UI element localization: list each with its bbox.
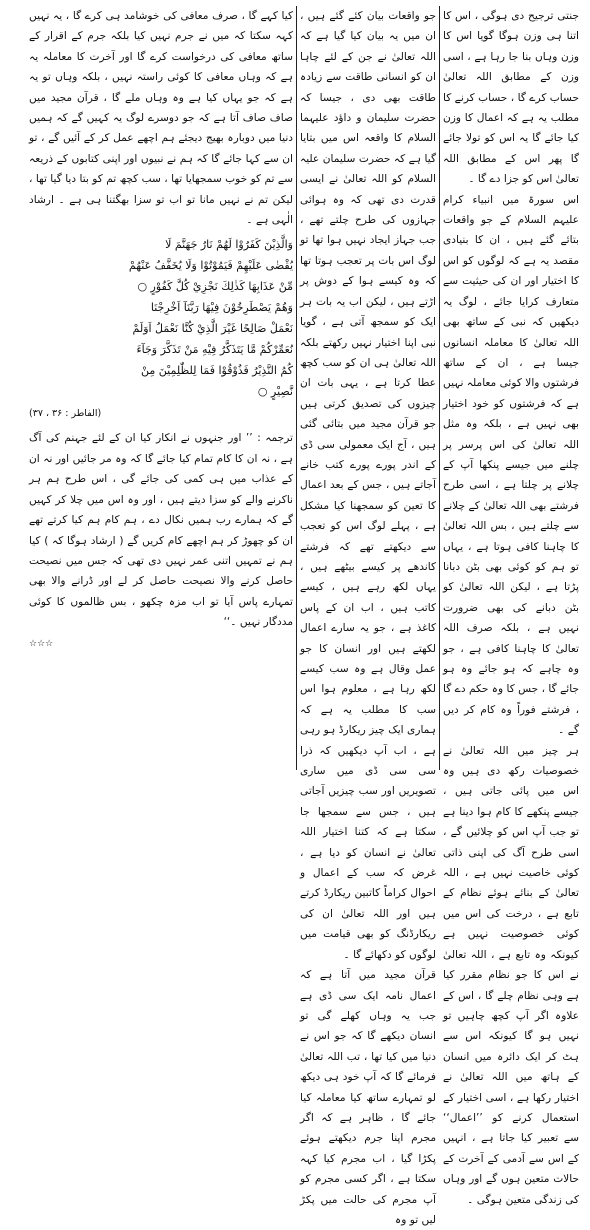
verse-line: نَّصِيْرٍ ○ xyxy=(257,385,293,399)
section-end-marks xyxy=(29,633,293,654)
text-column-right xyxy=(440,6,582,1206)
verse-reference: (الفاطر : ۳۶ ، ۳۷) xyxy=(29,408,102,420)
verse-line: نُعَمِّرْكُمْ مَّا يَتَذَكَّرُ فِيْهِ مَنْ تَذَكَّرَ وَجَآءَ xyxy=(136,343,293,357)
paragraph: اس سورۃ میں انبیاء کرام علیہم السلام کے جو واقعات بتائے گئے ہیں ، ان کا بنیادی مقصد یہ ہے کہ لوگوں کو اس کا اختیار اور ان کی حیثیت سے متعارف کرایا جائے ، لوگ یہ دیکھیں کہ نبی کے ساتھ بھی اللہ تعالیٰ کا معاملہ انسانوں جیسا ہے ، ان کے ساتھ فرشتوں والا کوئی معاملہ نہیں ہے کہ فرشتوں کو خود اختیار بھی نہیں ہے ، بلکہ وہ مثل اللہ تعالیٰ کی اس پرسر پر چلنے میں جیسے پنکھا آپ کے چلانے پر چلتا ہے ، اسی طرح فرشتے بھی اللہ تعالیٰ کے چلانے سے چلتے ہیں ، بس اللہ تعالیٰ کا چاہنا کافی ہوتا ہے ، یہاں تو ہم کو کوئی بھی بٹن دبانا پڑتا ہے ، لیکن اللہ تعالیٰ کو بٹن دبانے کی بھی ضرورت نہیں ہے ، بلکہ صرف اللہ تعالیٰ کا چاہنا کافی ہے ، جو وہ چاہے کہ ہو جائے وہ ہو جائے گا ، جس کا وہ حکم دے گا ، فرشتے فوراً وہ کام کر دیں گے ۔ xyxy=(443,193,579,737)
text-column-left xyxy=(26,6,296,770)
verse-line: وَالَّذِيْنَ كَفَرُوْا لَهُمْ نَارُ جَهَنَّمَ لَا xyxy=(165,238,293,252)
verse-line: كُمُ النَّذِيْرُ فَذُوْقُوْا فَمَا لِلظّٰلِمِيْنَ مِنْ xyxy=(141,364,293,378)
text-column-middle xyxy=(297,6,439,1226)
verse-line: نَعْمَلْ صَالِحًا غَيْرَ الَّذِيْ كُنَّا نَعْمَلُ اَوَلَمْ xyxy=(132,322,293,336)
verse-line: مِّنْ عَذَابِهَا كَذٰلِكَ نَجْزِيْ كُلَّ كَفُوْرٍ ○ xyxy=(137,280,293,294)
paragraph: قرآن مجید میں آتا ہے کہ اعمال نامہ ایک سی ڈی ہے جب یہ وہاں کھلے گی تو انسان دیکھے گا کہ جو اس نے دنیا میں کیا تھا ، تب اللہ تعالیٰ فرمائے گا کہ آپ خود ہی دیکھ لو تمہارے ساتھ کیا معاملہ کیا جائے گا ، ظاہر ہے کہ اگر مجرم اپنا جرم دیکھتے ہوئے پکڑا گیا ، اب مجرم کیا کہہ سکتا ہے ، اگر کسی مجرم کو آپ مجرم کی حالت میں پکڑ لیں تو وہ xyxy=(300,969,436,1226)
verse-line: يُقْضٰى عَلَيْهِمْ فَيَمُوْتُوْا وَلَا يُخَفَّفُ عَنْهُمْ xyxy=(128,259,293,273)
paragraph: ہر چیز میں اللہ تعالیٰ نے خصوصیات رکھ دی ہیں وہ اس میں پائی جاتی ہیں ، جیسے پنکھے کا کام ہوا دینا ہے تو جب آپ اس کو چلائیں گے ، اسی طرح آگ کی اپنی ذاتی کوئی خاصیت نہیں ہے ، اللہ تعالیٰ کے بنائے ہوئے نظام کے تابع ہے ، درخت کی اس میں کوئی خصوصیت نہیں ہے کیونکہ وہ تابع ہے ، اللہ تعالیٰ نے اس کا جو نظام مقرر کیا ہے وہی نظام چلے گا ، اس کے علاوہ اگر آپ کچھ چاہیں تو نہیں ہو گا کیونکہ اس سے ہٹ کر ایک دائرہ میں انسان کے ہاتھ میں اللہ تعالیٰ نے اختیار رکھا ہے ، اسی اختیار کے استعمال کرنے کو ’’اعمال‘‘ سے تعبیر کیا جاتا ہے ، انہیں کے اس سے آدمی کے آخرت کے حالات متعین ہوں گے اور وہاں کی زندگی متعین ہوگی ۔ xyxy=(443,744,579,1206)
paragraph: جو واقعات بیان کئے گئے ہیں ، ان میں یہ بیان کیا گیا ہے کہ اللہ تعالیٰ نے جن کے لئے چاہا ان کو انسانی طاقت سے زیادہ طاقت بھی دی ، جیسا کہ حضرت سلیمان و داؤد علیہما السلام کا واقعہ اس میں بتایا گیا ہے کہ حضرت سلیمان علیہ السلام کو اللہ تعالیٰ نے ایسی قدرت دی تھی کہ وہ ہوائی جہازوں کی طرح چلتے تھے ، جب جہاز ایجاد نہیں ہوا تھا تو لوگ اس بات پر تعجب ہوتا تھا کہ وہ کیسے ہوا کے دوش پر اڑتے ہیں ، لیکن اب یہ بات ہر ایک کو سمجھ آتی ہے ، گویا نبی اپنا اختیار نہیں رکھتے بلکہ اللہ تعالیٰ ہی ان کو سب کچھ عطا کرتا ہے ، یہی بات ان چیزوں کی تصدیق کرتی ہیں جو قرآن مجید میں بتائی گئی ہیں ، آج ایک معمولی سی ڈی کے اندر پورے پورے کتب خانے آجاتے ہیں ، جس کے بعد اعمال کا تعین کو سمجھنا کیا مشکل ہے ، پہلے لوگ اس کو تعجب سے دیکھتے تھے کہ فرشتے کاندھے پر کیسے بیٹھے ہیں ، یہاں لکھ رہے ہیں ، کیسے کاتب ہیں ، اب ان کے پاس کاغذ ہے ، جو یہ سارے اعمال لکھتے ہیں اور انسان کا جو عمل وقال ہے وہ سب کیسے لکھ رہا ہے ، معلوم ہوا اس سب کا مطلب یہ ہے کہ ہماری ایک چیز ریکارڈ ہو رہی ہے ، اب آپ دیکھیں کہ ذرا سی سی ڈی میں ساری تصویریں اور سب چیزیں آجاتی ہیں ، جس سے سمجھا جا سکتا ہے کہ کتنا اختیار اللہ تعالیٰ نے انسان کو دیا ہے ، غرض کہ سب کے اعمال و احوال کراماً کاتبین ریکارڈ کرتے ہیں اور اللہ تعالیٰ ان کی ریکارڈنگ کو بھی قیامت میں لوگوں کو دکھائے گا ۔ xyxy=(300,10,436,961)
verse-line: وَهُمْ يَصْطَرِخُوْنَ فِيْهَا رَبَّنَآ اَخْرِجْنَا xyxy=(150,301,293,315)
star-marks: ☆☆☆ xyxy=(29,638,54,649)
paragraph: کیا کہے گا ، صرف معافی کی خوشامد ہی کرے گا ، یہ نہیں کہہ سکتا کہ میں نے جرم نہیں کیا بلکہ جرم کے اقرار کے ساتھ معافی کی درخواست کرے گا اور آخرت کا معاملہ یہ ہے کہ وہاں معافی کا کوئی راستہ نہیں ، بلکہ وہاں تو یہ ہے کہ جو یہاں کیا ہے وہ وہاں ملے گا ، قرآن مجید میں صاف صاف آتا ہے کہ جو دوسرے لوگ یہ کہیں گے کہ ہمیں دنیا میں دوبارہ بھیج دیجئے ہم اچھے عمل کر کے آئیں گے ، تو ان سے کہا جائے گا کہ ہم نے نبیوں اور اپنی کتابوں کے ذریعہ سے تم کو خوب سمجھایا تھا ، سب کچھ تم کو بتا دیا گیا تھا ، لیکن تم نے نہیں مانا تو اب تو سزا بھگتنا ہی ہے ۔ ارشاد الٰہی ہے ۔ xyxy=(29,10,293,227)
quran-verse xyxy=(29,234,293,402)
translation-paragraph: ترجمہ : ’’ اور جنہوں نے انکار کیا ان کے لئے جہنم کی آگ ہے ، نہ ان کا کام تمام کیا جائے گا کہ وہ مر جائیں اور نہ ان کے عذاب میں ہی کمی کی جائے گی ، اس طرح ہم ہر ناکرنے والے کو سزا دیتے ہیں ، اور وہ اس میں چلا کر کہیں گے کہ ہمارے رب ہمیں نکال دے ، ہم کام ہم کیا کرتے تھے ان کو چھوڑ کر ہم اچھے کام کریں گے ( ارشاد ہوگا کہ ) کیا ہم نے تمہیں اتنی عمر نہیں دی تھی کہ جس میں نصیحت حاصل کرنے والا نصیحت حاصل کر لے اور ڈرانے والا بھی تمہارے پاس آیا تو اب مزہ چکھو ، بس ظالموں کا کوئی مددگار نہیں ۔‘‘ xyxy=(29,432,293,629)
paragraph: جنتی ترجیح دی ہوگی ، اس کا اتنا ہی وزن ہوگا گویا اس کا وزن وہاں بنا جا رہا ہے ، اسی وزن کے مطابق اللہ تعالیٰ حساب کرے گا ، حساب کرنے کا مطلب یہ ہے کہ اعمال کا وزن کیا جائے گا یہ اس کو تولا جائے گا پھر اس کے مطابق اللہ تعالیٰ اس کو جزا دے گا ۔ xyxy=(443,10,579,186)
